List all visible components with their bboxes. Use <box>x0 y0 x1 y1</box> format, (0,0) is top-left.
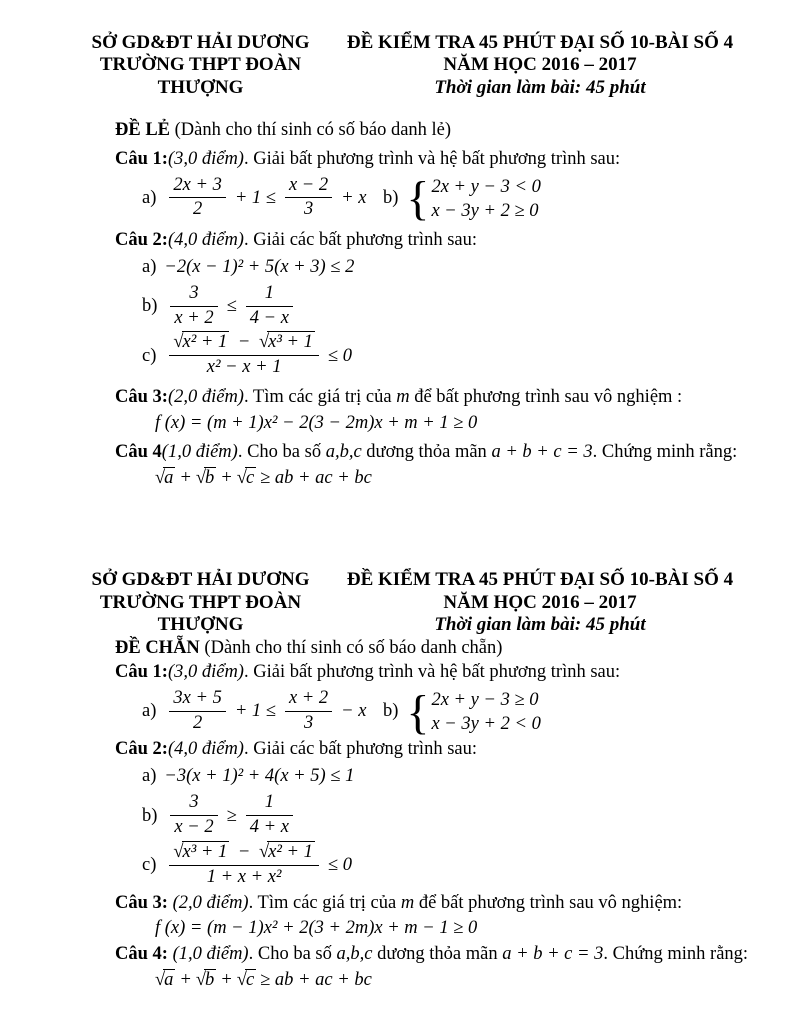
variant-title: ĐỀ CHẴN <box>115 637 200 658</box>
question-label: Câu 4 <box>115 441 162 462</box>
square-root: √x² + 1 <box>173 332 228 353</box>
variables-abc: a,b,c <box>325 441 362 462</box>
item-label-a: a) <box>142 701 157 722</box>
square-root: √a <box>155 467 174 488</box>
question-1 <box>115 662 792 684</box>
school-year: NĂM HỌC 2016 – 2017 <box>443 591 637 613</box>
question-1 <box>115 149 792 171</box>
item-label-a: a) <box>142 256 157 277</box>
question-2a <box>142 255 792 281</box>
item-label-a: a) <box>142 188 157 208</box>
exam-title: ĐỀ KIỂM TRA 45 PHÚT ĐẠI SỐ 10-BÀI SỐ 4 <box>346 32 734 53</box>
question-3-formula: f (x) = (m + 1)x² − 2(3 − 2m)x + m + 1 ≥ 0 <box>155 412 478 433</box>
school-year: NĂM HỌC 2016 – 2017 <box>443 54 637 76</box>
question-2b <box>142 793 792 840</box>
question-4-formula <box>155 468 792 490</box>
fraction: $\frac{\text{√x³ + 1 − √x² + 1}}{\text{1 + x + x²}}$ <box>169 842 319 889</box>
question-text: . Giải các bất phương trình sau: <box>243 739 477 760</box>
question-text: . Giải các bất phương trình sau: <box>243 229 477 250</box>
question-2c <box>142 333 792 380</box>
square-root: √x² + 1 <box>259 841 313 862</box>
square-root: √x³ + 1 <box>259 332 313 353</box>
operator: ≥ ab + ac + bc <box>260 467 372 488</box>
operator: + 1 ≤ <box>234 701 276 722</box>
square-root: √b <box>195 467 215 488</box>
question-1a <box>142 176 383 223</box>
question-1-items <box>142 172 792 226</box>
variant-title: ĐỀ LẺ <box>115 120 171 141</box>
question-text: . Chứng minh rằng: <box>603 944 749 965</box>
operator: + <box>220 467 233 488</box>
square-root: √c <box>236 467 255 488</box>
operator: ≤ 0 <box>327 345 352 366</box>
question-label: Câu 1: <box>115 149 168 170</box>
item-label-b: b) <box>383 188 399 208</box>
variant-line <box>115 638 792 660</box>
exam-title-block <box>345 569 735 636</box>
item-label-c: c) <box>142 855 157 876</box>
question-1b <box>383 685 541 739</box>
operator: ≥ ab + ac + bc <box>260 970 372 991</box>
question-points: (1,0 điểm) <box>161 441 238 462</box>
system-row: x − 3y + 2 < 0 <box>431 714 541 735</box>
question-text: . Giải bất phương trình và hệ bất phương trình sau: <box>243 662 621 683</box>
fraction: $\frac{\text{√x² + 1 − √x³ + 1}}{\text{x² − x + 1}}$ <box>169 332 319 379</box>
operator: + <box>179 970 192 991</box>
operator: + x <box>341 188 367 208</box>
operator: + 1 ≤ <box>234 188 276 208</box>
operator: + <box>220 970 233 991</box>
question-3-formula: f (x) = (m − 1)x² + 2(3 + 2m)x + m − 1 ≥ 0 <box>155 918 478 939</box>
question-points: (1,0 điểm) <box>167 944 249 965</box>
question-text: để bất phương trình sau vô nghiệm : <box>409 387 683 408</box>
item-label-b: b) <box>142 296 158 317</box>
question-4 <box>115 944 792 966</box>
variant-note: (Dành cho thí sinh có số báo danh chẵn) <box>204 637 503 658</box>
inequality-expression: −3(x + 1)² + 4(x + 5) ≤ 1 <box>164 766 355 787</box>
question-2a <box>142 764 792 790</box>
item-label-b: b) <box>142 805 158 826</box>
operator: − <box>237 332 251 353</box>
square-root: √x³ + 1 <box>173 841 228 862</box>
condition: a + b + c = 3 <box>502 944 604 965</box>
inequality-system <box>406 685 541 739</box>
question-4 <box>115 442 792 464</box>
system-row: 2x + y − 3 < 0 <box>431 176 541 197</box>
operator: ≤ <box>226 296 237 317</box>
fraction: $\frac{1}{4 - x}$ <box>246 283 293 330</box>
variable-m: m <box>400 892 415 913</box>
question-4-formula <box>155 970 792 992</box>
question-points: (4,0 điểm) <box>167 229 244 250</box>
exam-title: ĐỀ KIỂM TRA 45 PHÚT ĐẠI SỐ 10-BÀI SỐ 4 <box>346 569 734 591</box>
condition: a + b + c = 3 <box>491 441 593 462</box>
fraction: $\frac{2x + 3}{2}$ <box>169 175 225 222</box>
fraction: $\frac{1}{4 + x}$ <box>246 792 293 839</box>
operator: + <box>179 467 192 488</box>
variant-line <box>115 120 792 142</box>
exam-header <box>0 0 792 99</box>
time-limit: Thời gian làm bài: 45 phút <box>434 614 646 636</box>
department-name: SỞ GD&ĐT HẢI DƯƠNG <box>91 32 310 53</box>
question-text: để bất phương trình sau vô nghiệm: <box>414 892 683 913</box>
system-brace: { <box>406 172 430 226</box>
item-label-b: b) <box>383 701 399 722</box>
question-3 <box>115 893 792 915</box>
question-points: (2,0 điểm) <box>167 387 244 408</box>
question-2c <box>142 843 792 890</box>
operator: − <box>237 841 251 862</box>
question-text: . Tìm các giá trị của <box>248 892 401 913</box>
operator: ≤ 0 <box>327 855 352 876</box>
question-points: (3,0 điểm) <box>167 662 244 683</box>
question-points: (3,0 điểm) <box>167 149 244 170</box>
question-1b <box>383 172 541 226</box>
square-root: √b <box>195 970 215 991</box>
square-root: √a <box>155 970 174 991</box>
school-name: TRƯỜNG THPT ĐOÀN THƯỢNG <box>99 54 302 98</box>
question-label: Câu 1: <box>115 662 168 683</box>
question-2 <box>115 230 792 252</box>
question-label: Câu 2: <box>115 229 168 250</box>
question-label: Câu 4: <box>115 944 168 965</box>
question-label: Câu 3: <box>115 387 168 408</box>
question-points: (2,0 điểm) <box>167 892 249 913</box>
time-limit: Thời gian làm bài: 45 phút <box>434 76 646 98</box>
issuing-authority <box>0 569 345 636</box>
question-text: . Cho ba số <box>237 441 326 462</box>
question-text: dương thỏa mãn <box>372 944 503 965</box>
question-text: . Giải bất phương trình và hệ bất phương trình sau: <box>243 149 621 170</box>
question-label: Câu 2: <box>115 739 168 760</box>
variant-note: (Dành cho thí sinh có số báo danh lẻ) <box>174 120 452 141</box>
item-label-c: c) <box>142 345 157 366</box>
department-name: SỞ GD&ĐT HẢI DƯƠNG <box>91 569 310 591</box>
exam-title-block <box>345 32 735 99</box>
system-row: x − 3y + 2 ≥ 0 <box>431 200 539 221</box>
question-text: dương thỏa mãn <box>361 441 492 462</box>
question-label: Câu 3: <box>115 892 168 913</box>
fraction: $\frac{3}{x - 2}$ <box>170 792 217 839</box>
question-1a <box>142 689 383 736</box>
issuing-authority <box>0 32 345 99</box>
question-text: . Chứng minh rằng: <box>592 441 738 462</box>
item-label-a: a) <box>142 766 157 787</box>
question-text: . Tìm các giá trị của <box>243 387 397 408</box>
fraction: $\frac{3x + 5}{2}$ <box>169 688 225 735</box>
question-2b <box>142 284 792 331</box>
fraction: $\frac{x - 2}{3}$ <box>285 175 332 222</box>
fraction: $\frac{3}{x + 2}$ <box>170 283 217 330</box>
exam-header <box>0 569 792 636</box>
question-points: (4,0 điểm) <box>167 739 244 760</box>
variable-m: m <box>396 387 410 408</box>
question-text: . Cho ba số <box>248 944 337 965</box>
system-row: 2x + y − 3 ≥ 0 <box>431 690 539 711</box>
question-1-items <box>142 685 792 739</box>
operator: ≥ <box>226 805 237 826</box>
exam-section-even <box>0 569 792 991</box>
inequality-expression: −2(x − 1)² + 5(x + 3) ≤ 2 <box>164 256 355 277</box>
question-3 <box>115 387 792 409</box>
fraction: $\frac{x + 2}{3}$ <box>285 688 332 735</box>
system-brace: { <box>406 685 430 739</box>
exam-section-odd <box>0 0 792 489</box>
operator: − x <box>341 701 367 722</box>
square-root: √c <box>236 970 255 991</box>
inequality-system <box>406 172 541 226</box>
question-2 <box>115 739 792 761</box>
school-name: TRƯỜNG THPT ĐOÀN THƯỢNG <box>99 591 302 636</box>
variables-abc: a,b,c <box>336 944 373 965</box>
